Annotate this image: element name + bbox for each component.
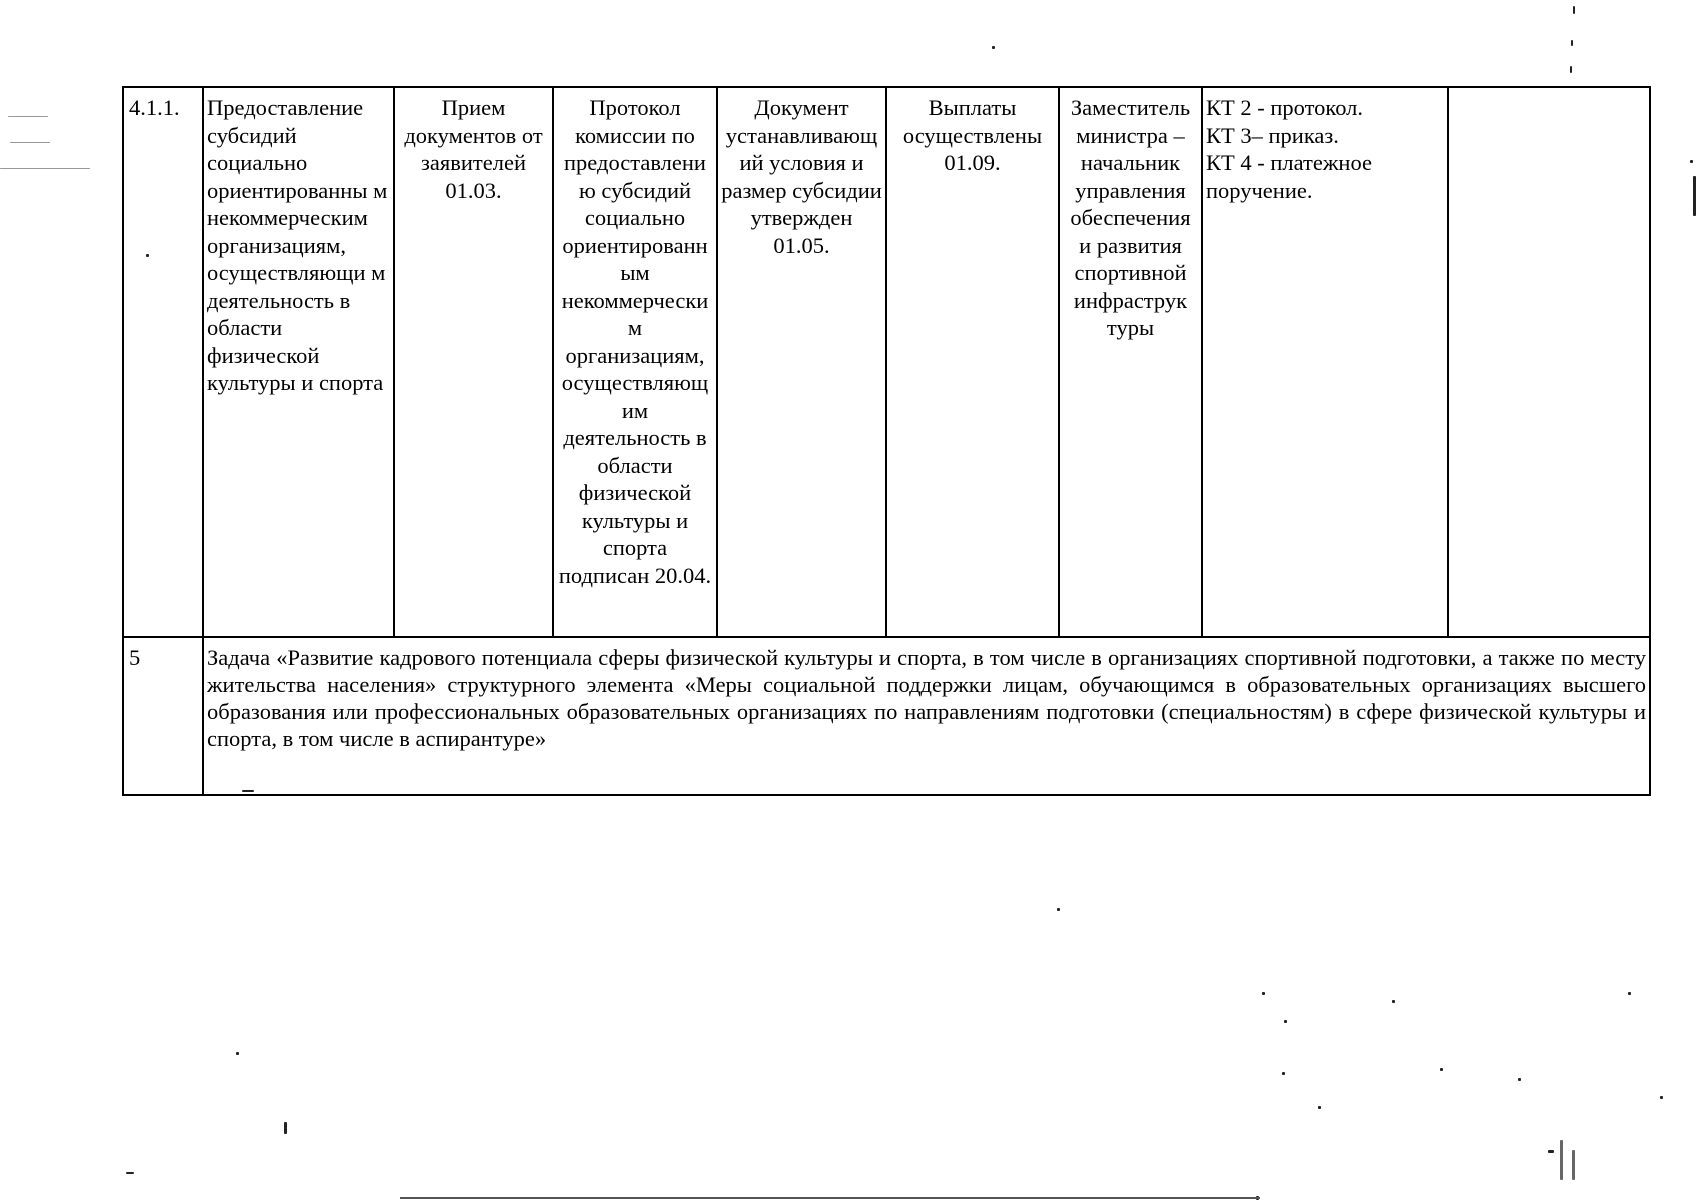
row-number-cell: 4.1.1. [123, 87, 203, 637]
checkpoint-3-cell: Документ устанавливающ ий условия и размер субсидии утвержден 01.05. [717, 87, 886, 637]
empty-cell [1448, 87, 1650, 637]
measure-name-cell: Предоставление субсидий социально ориентированны м некоммерческим организациям, осуществляющи м деятельность в области физической культуры и спорта [203, 87, 394, 637]
documents-cell: КТ 2 - протокол. КТ 3– приказ. КТ 4 - платежное поручение. [1202, 87, 1448, 637]
responsible-cell: Заместитель министра – начальник управления обеспечения и развития спортивной инфраструк туры [1059, 87, 1202, 637]
checkpoint-4-cell: Выплаты осуществлены 01.09. [886, 87, 1059, 637]
plan-table [122, 86, 1651, 796]
table-row-5 [123, 637, 1650, 795]
table-row-4-1-1 [123, 87, 1650, 637]
checkpoint-2-cell: Протокол комиссии по предоставлени ю субсидий социально ориентированн ым некоммерчески м организациям, осуществляющ им деятельность в области физической культуры и спорта подписан 20.04. [553, 87, 717, 637]
task-description-cell: Задача «Развитие кадрового потенциала сферы физической культуры и спорта, в том числе в организациях спортивной подготовки, а также по месту жительства населения» структурного элемента «Меры социальной поддержки лицам, обучающимся в образовательных организациях высшего образования или профессиональных образовательных организациях по направлениям подготовки (специальностям) в сфере физической культуры и спорта, в том числе в аспирантуре» [203, 637, 1650, 795]
checkpoint-1-cell: Прием документов от заявителей 01.03. [394, 87, 553, 637]
task-number-cell: 5 [123, 637, 203, 795]
